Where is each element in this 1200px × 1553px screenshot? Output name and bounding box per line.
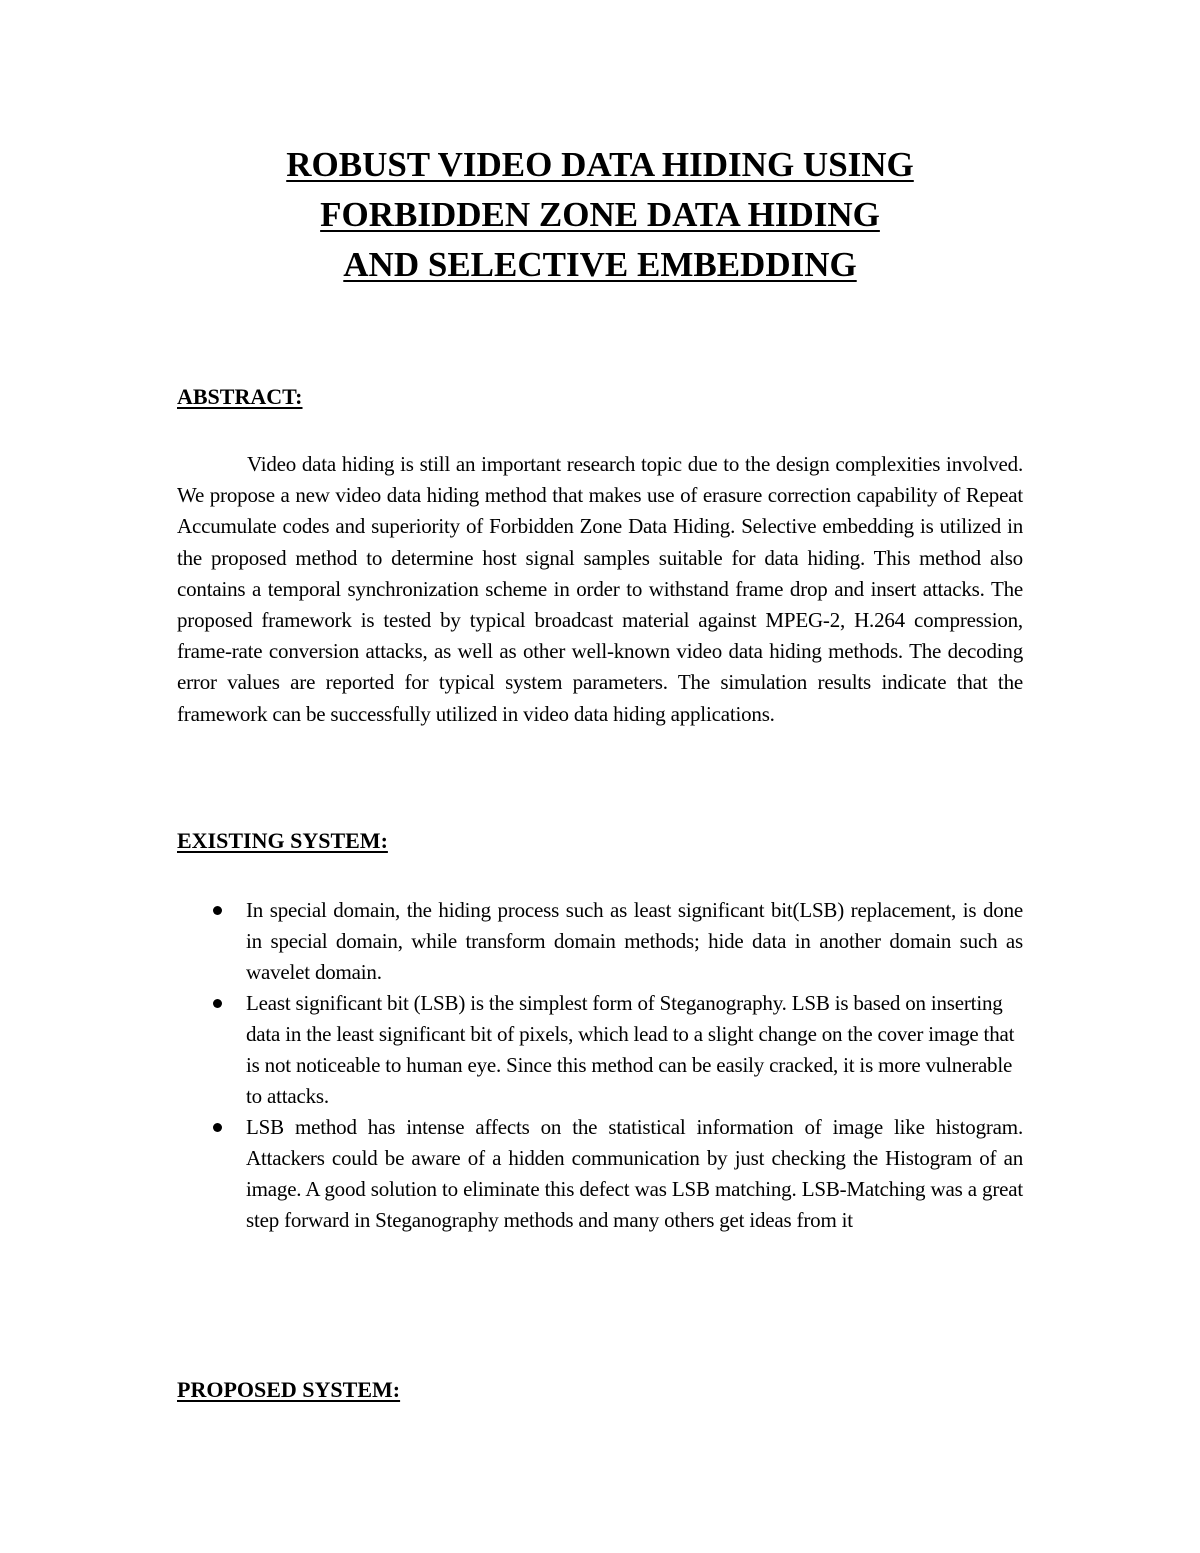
document-title	[0, 140, 1200, 290]
list-item-text: In special domain, the hiding process such as least significant bit(LSB) replacement, is done in special domain, while transform domain methods; hide data in another domain such as wavelet domain.	[246, 898, 1023, 984]
abstract-paragraph: Video data hiding is still an important research topic due to the design complexities involved. We propose a new video data hiding method that makes use of erasure correction capability of Repeat Accumulate codes and superiority of Forbidden Zone Data Hiding. Selective embedding is utilized in the proposed method to determine host signal samples suitable for data hiding. This method also contains a temporal synchronization scheme in order to withstand frame drop and insert attacks. The proposed framework is tested by typical broadcast material against MPEG-2, H.264 compression, frame-rate conversion attacks, as well as other well-known video data hiding methods. The decoding error values are reported for typical system parameters. The simulation results indicate that the framework can be successfully utilized in video data hiding applications.	[177, 452, 1023, 726]
title-line-2: FORBIDDEN ZONE DATA HIDING	[320, 195, 880, 234]
title-line-1: ROBUST VIDEO DATA HIDING USING	[286, 145, 914, 184]
existing-system-list	[177, 895, 1023, 1236]
list-item	[177, 988, 1023, 1112]
title-line-3: AND SELECTIVE EMBEDDING	[343, 245, 857, 284]
list-item-text: LSB method has intense affects on the statistical information of image like histogram. Attackers could be aware of a hidden communication by just checking the Histogram of an image. A good solution to eliminate this defect was LSB matching. LSB-Matching was a great step forward in Steganography methods and many others get ideas from it	[246, 1115, 1023, 1232]
existing-system-heading: EXISTING SYSTEM:	[177, 828, 388, 853]
bullet-icon	[213, 1123, 222, 1132]
bullet-icon	[213, 906, 222, 915]
abstract-heading: ABSTRACT:	[177, 384, 303, 409]
bullet-icon	[213, 999, 222, 1008]
list-item	[177, 895, 1023, 988]
list-item	[177, 1112, 1023, 1236]
list-item-text: Least significant bit (LSB) is the simplest form of Steganography. LSB is based on inserting data in the least significant bit of pixels, which lead to a slight change on the cover image that is not noticeable to human eye. Since this method can be easily cracked, it is more vulnerable to attacks.	[246, 991, 1015, 1108]
proposed-system-heading: PROPOSED SYSTEM:	[177, 1377, 401, 1402]
